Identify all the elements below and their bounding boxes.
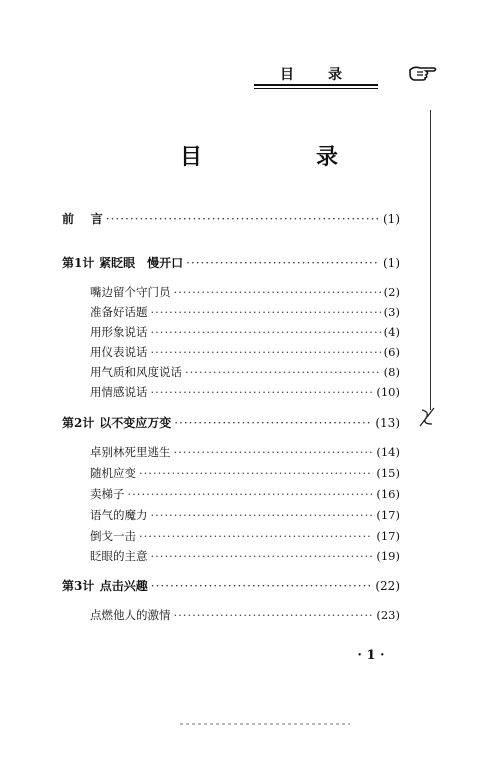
- toc-leader-dots: [106, 212, 380, 226]
- toc-chapter-1[interactable]: [62, 254, 400, 274]
- toc-leader-dots: [151, 305, 381, 319]
- toc-chapter-preface[interactable]: [62, 210, 400, 230]
- toc-page-number: ( 8 ): [384, 365, 400, 379]
- toc-page-number: ( 15 ): [376, 466, 400, 480]
- toc-leader-dots: [128, 487, 374, 501]
- toc-leader-dots: [139, 529, 373, 543]
- toc-leader-dots: [151, 345, 381, 359]
- toc-chapter-label: 第2计: [62, 416, 95, 430]
- page-title: 目 录: [180, 144, 385, 170]
- toc-section-title: 嘴边留个守门员: [90, 285, 171, 299]
- header-rule: [254, 84, 378, 86]
- page-number: · 1 ·: [346, 648, 396, 663]
- toc-section-title: 用仪表说话: [90, 345, 148, 359]
- toc-section[interactable]: [90, 548, 400, 568]
- toc-section-title: 用气质和风度说话: [90, 365, 182, 379]
- toc-page-number: ( 1 ): [383, 212, 400, 226]
- margin-line: [430, 110, 431, 410]
- toc-page-number: ( 14 ): [376, 445, 400, 459]
- toc-page-number: ( 4 ): [384, 325, 400, 339]
- toc-chapter-label: 第1计: [62, 256, 95, 270]
- toc-leader-dots: [151, 579, 373, 593]
- toc-page-number: ( 22 ): [375, 579, 400, 593]
- toc-section[interactable]: [90, 528, 400, 548]
- toc-page-number: ( 16 ): [376, 487, 400, 501]
- scan-artifact: [180, 723, 350, 725]
- toc-leader-dots: [151, 549, 374, 563]
- toc-section[interactable]: [90, 284, 400, 304]
- running-header-title: 目 录: [280, 67, 352, 83]
- toc-chapter-title: 紧眨眼 慢开口: [99, 256, 184, 270]
- toc-leader-dots: [174, 445, 374, 459]
- toc-page-number: ( 13 ): [375, 416, 400, 430]
- toc-chapter-3[interactable]: [62, 577, 400, 597]
- toc-section-title: 眨眼的主意: [90, 549, 148, 563]
- toc-section-title: 点燃他人的激情: [90, 608, 171, 622]
- toc-section[interactable]: [90, 507, 400, 527]
- toc-leader-dots: [185, 365, 381, 379]
- toc-page-number: ( 1 ): [383, 256, 400, 270]
- toc-section-title: 随机应变: [90, 466, 136, 480]
- toc-page-number: ( 19 ): [376, 549, 400, 563]
- toc-leader-dots: [151, 325, 381, 339]
- toc-leader-dots: [174, 416, 372, 430]
- toc-page-number: ( 23 ): [376, 608, 400, 622]
- toc-section[interactable]: [90, 364, 400, 384]
- toc-page-number: ( 10 ): [376, 385, 400, 399]
- toc-section-title: 卖梯子: [90, 487, 125, 501]
- toc-leader-dots: [139, 466, 373, 480]
- toc-section-title: 卓别林死里逃生: [90, 445, 171, 459]
- toc-leader-dots: [186, 256, 380, 270]
- toc-page-number: ( 3 ): [384, 305, 400, 319]
- toc-section-title: 用形象说话: [90, 325, 148, 339]
- toc-chapter-title: 以不变应万变: [99, 416, 172, 430]
- toc-chapter-label: 第3计: [62, 579, 95, 593]
- toc-page-number: ( 2 ): [384, 285, 400, 299]
- toc-page-number: ( 17 ): [376, 529, 400, 543]
- toc-page-number: ( 6 ): [384, 345, 400, 359]
- toc-section[interactable]: [90, 324, 400, 344]
- toc-section[interactable]: [90, 444, 400, 464]
- toc-leader-dots: [151, 508, 374, 522]
- toc-chapter-2[interactable]: [62, 414, 400, 434]
- toc-section-title: 倒戈一击: [90, 529, 136, 543]
- toc-section[interactable]: [90, 304, 400, 324]
- toc-section-title: 准备好话题: [90, 305, 148, 319]
- pointing-hand-icon: [408, 64, 438, 82]
- margin-scribble-icon: [414, 404, 440, 430]
- toc-section[interactable]: [90, 465, 400, 485]
- toc-leader-dots: [174, 285, 381, 299]
- toc-chapter-title: 点击兴趣: [99, 579, 148, 593]
- toc-chapter-title: 言: [90, 212, 103, 226]
- toc-section[interactable]: [90, 344, 400, 364]
- toc-section[interactable]: [90, 486, 400, 506]
- toc-section[interactable]: [90, 384, 400, 404]
- header-rule-thin: [254, 88, 378, 89]
- toc-section[interactable]: [90, 607, 400, 627]
- toc-leader-dots: [151, 385, 374, 399]
- toc-leader-dots: [174, 608, 374, 622]
- toc-section-title: 语气的魔力: [90, 508, 148, 522]
- toc-section-title: 用情感说话: [90, 385, 148, 399]
- toc-chapter-label: 前: [62, 212, 75, 226]
- toc-page-number: ( 17 ): [376, 508, 400, 522]
